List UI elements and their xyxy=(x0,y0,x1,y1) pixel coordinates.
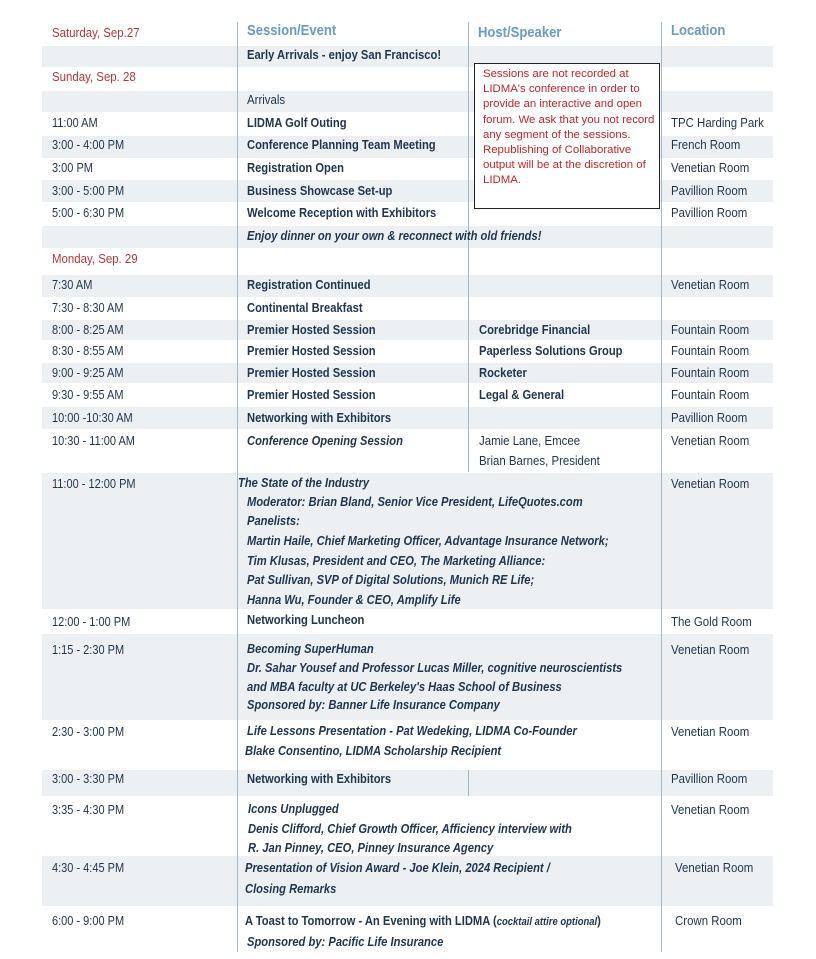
session-line: R. Jan Pinney, CEO, Pinney Insurance Agency xyxy=(248,840,494,855)
session-title: Icons Unplugged xyxy=(248,801,339,816)
location: Pavillion Room xyxy=(671,183,748,198)
session-line: Presentation of Vision Award - Joe Klein, 2024 Recipient / xyxy=(245,860,550,875)
location: Venetian Room xyxy=(671,160,750,175)
time: 3:00 PM xyxy=(52,161,93,175)
session: Networking Luncheon xyxy=(247,612,365,627)
location: French Room xyxy=(671,137,741,152)
row-band xyxy=(42,180,773,202)
location: TPC Harding Park xyxy=(671,115,764,130)
time: 5:00 - 6:30 PM xyxy=(52,206,125,220)
host: Brian Barnes, President xyxy=(479,453,600,468)
session: Continental Breakfast xyxy=(247,300,363,315)
time: 9:00 - 9:25 AM xyxy=(52,366,124,380)
attire-note: cocktail attire optional xyxy=(496,916,598,928)
location: Venetian Room xyxy=(671,433,750,448)
time: 3:35 - 4:30 PM xyxy=(52,803,125,817)
host: Paperless Solutions Group xyxy=(479,343,623,358)
session-line: Martin Haile, Chief Marketing Officer, Advantage Insurance Network; xyxy=(247,533,609,548)
session: A Toast to Tomorrow - An Evening with LIDMA (cocktail attire optional) xyxy=(245,913,601,928)
day-label-sunday: Sunday, Sep. 28 xyxy=(52,69,136,84)
session: Registration Continued xyxy=(247,277,371,292)
row-band xyxy=(42,770,773,796)
time: 4:30 - 4:45 PM xyxy=(52,861,125,875)
early-arrivals: Early Arrivals - enjoy San Francisco! xyxy=(247,47,442,62)
session: Premier Hosted Session xyxy=(247,387,376,402)
location: Venetian Room xyxy=(671,642,750,657)
session-arrivals: Arrivals xyxy=(247,92,286,107)
session: Business Showcase Set-up xyxy=(247,183,393,198)
location: Pavillion Room xyxy=(671,771,748,786)
time: 8:00 - 8:25 AM xyxy=(52,323,124,337)
session-line: Hanna Wu, Founder & CEO, Amplify Life xyxy=(247,592,461,607)
location: Venetian Room xyxy=(671,277,750,292)
session: Premier Hosted Session xyxy=(247,365,376,380)
location: Fountain Room xyxy=(671,322,750,337)
day-label-monday: Monday, Sep. 29 xyxy=(52,251,138,266)
header-location: Location xyxy=(671,23,726,39)
column-divider xyxy=(468,22,469,472)
time: 10:00 -10:30 AM xyxy=(52,411,133,425)
day-label-saturday: Saturday, Sep.27 xyxy=(52,25,140,40)
session: Conference Planning Team Meeting xyxy=(247,137,436,152)
time: 1:15 - 2:30 PM xyxy=(52,643,125,657)
session: LIDMA Golf Outing xyxy=(247,115,347,130)
location: Venetian Room xyxy=(675,860,754,875)
location: Venetian Room xyxy=(671,476,750,491)
session: Registration Open xyxy=(247,160,344,175)
session-line: Blake Consentino, LIDMA Scholarship Recipient xyxy=(245,743,502,758)
time: 3:00 - 5:00 PM xyxy=(52,184,125,198)
location: Fountain Room xyxy=(671,365,750,380)
host: Legal & General xyxy=(479,387,565,402)
time: 3:00 - 3:30 PM xyxy=(52,772,125,786)
session-line: Sponsored by: Banner Life Insurance Company xyxy=(247,697,500,712)
dinner-note: Enjoy dinner on your own & reconnect with old friends! xyxy=(247,228,542,243)
location: Pavillion Room xyxy=(671,205,748,220)
location: Venetian Room xyxy=(671,802,750,817)
host: Corebridge Financial xyxy=(479,322,591,337)
session-line: and MBA faculty at UC Berkeley's Haas School of Business xyxy=(247,679,562,694)
session-line: Dr. Sahar Yousef and Professor Lucas Miller, cognitive neuroscientists xyxy=(247,660,623,675)
header-host: Host/Speaker xyxy=(478,25,562,41)
time: 11:00 AM xyxy=(52,116,98,130)
row-band xyxy=(42,363,773,383)
column-divider xyxy=(661,22,662,952)
session-title: Becoming SuperHuman xyxy=(247,641,374,656)
time: 9:30 - 9:55 AM xyxy=(52,388,124,402)
recording-notice: Sessions are not recorded at LIDMA's conference in order to provide an interactive and open forum. We ask that you not record any segment of the sessions. Republishing of Collaborative output will be at the discretion of LIDMA. xyxy=(474,63,660,209)
host: Rocketer xyxy=(479,365,527,380)
column-divider xyxy=(468,770,469,796)
row-band xyxy=(42,275,773,297)
time: 12:00 - 1:00 PM xyxy=(52,615,131,629)
session-line: Tim Klusas, President and CEO, The Marketing Alliance: xyxy=(247,553,546,568)
time: 3:00 - 4:00 PM xyxy=(52,138,125,152)
header-session: Session/Event xyxy=(247,23,337,39)
location: The Gold Room xyxy=(671,614,752,629)
time: 7:30 - 8:30 AM xyxy=(52,301,124,315)
time: 8:30 - 8:55 AM xyxy=(52,344,124,358)
location: Venetian Room xyxy=(671,724,750,739)
row-band xyxy=(42,91,773,112)
session: Welcome Reception with Exhibitors xyxy=(247,205,437,220)
session: Premier Hosted Session xyxy=(247,343,376,358)
session-line: Panelists: xyxy=(247,513,300,528)
time: 11:00 - 12:00 PM xyxy=(52,477,136,491)
location: Pavillion Room xyxy=(671,410,748,425)
time: 10:30 - 11:00 AM xyxy=(52,434,135,448)
row-band xyxy=(42,407,773,429)
session-line: Moderator: Brian Bland, Senior Vice President, LifeQuotes.com xyxy=(247,494,583,509)
location: Fountain Room xyxy=(671,343,750,358)
session: Networking with Exhibitors xyxy=(247,410,392,425)
session: Premier Hosted Session xyxy=(247,322,376,337)
session-line: Pat Sullivan, SVP of Digital Solutions, Munich RE Life; xyxy=(247,572,535,587)
row-band xyxy=(42,320,773,340)
location: Crown Room xyxy=(675,913,742,928)
session: Conference Opening Session xyxy=(247,433,403,448)
time: 6:00 - 9:00 PM xyxy=(52,914,125,928)
sponsor-line: Sponsored by: Pacific Life Insurance xyxy=(247,934,444,949)
session-line: Denis Clifford, Chief Growth Officer, Afficiency interview with xyxy=(248,821,572,836)
session: Networking with Exhibitors xyxy=(247,771,392,786)
location: Fountain Room xyxy=(671,387,750,402)
session-line: Closing Remarks xyxy=(245,881,337,896)
time: 2:30 - 3:00 PM xyxy=(52,725,125,739)
host: Jamie Lane, Emcee xyxy=(479,433,581,448)
session-line: Life Lessons Presentation - Pat Wedeking, LIDMA Co-Founder xyxy=(247,723,577,738)
time: 7:30 AM xyxy=(52,278,93,292)
session-title: The State of the Industry xyxy=(238,475,370,490)
